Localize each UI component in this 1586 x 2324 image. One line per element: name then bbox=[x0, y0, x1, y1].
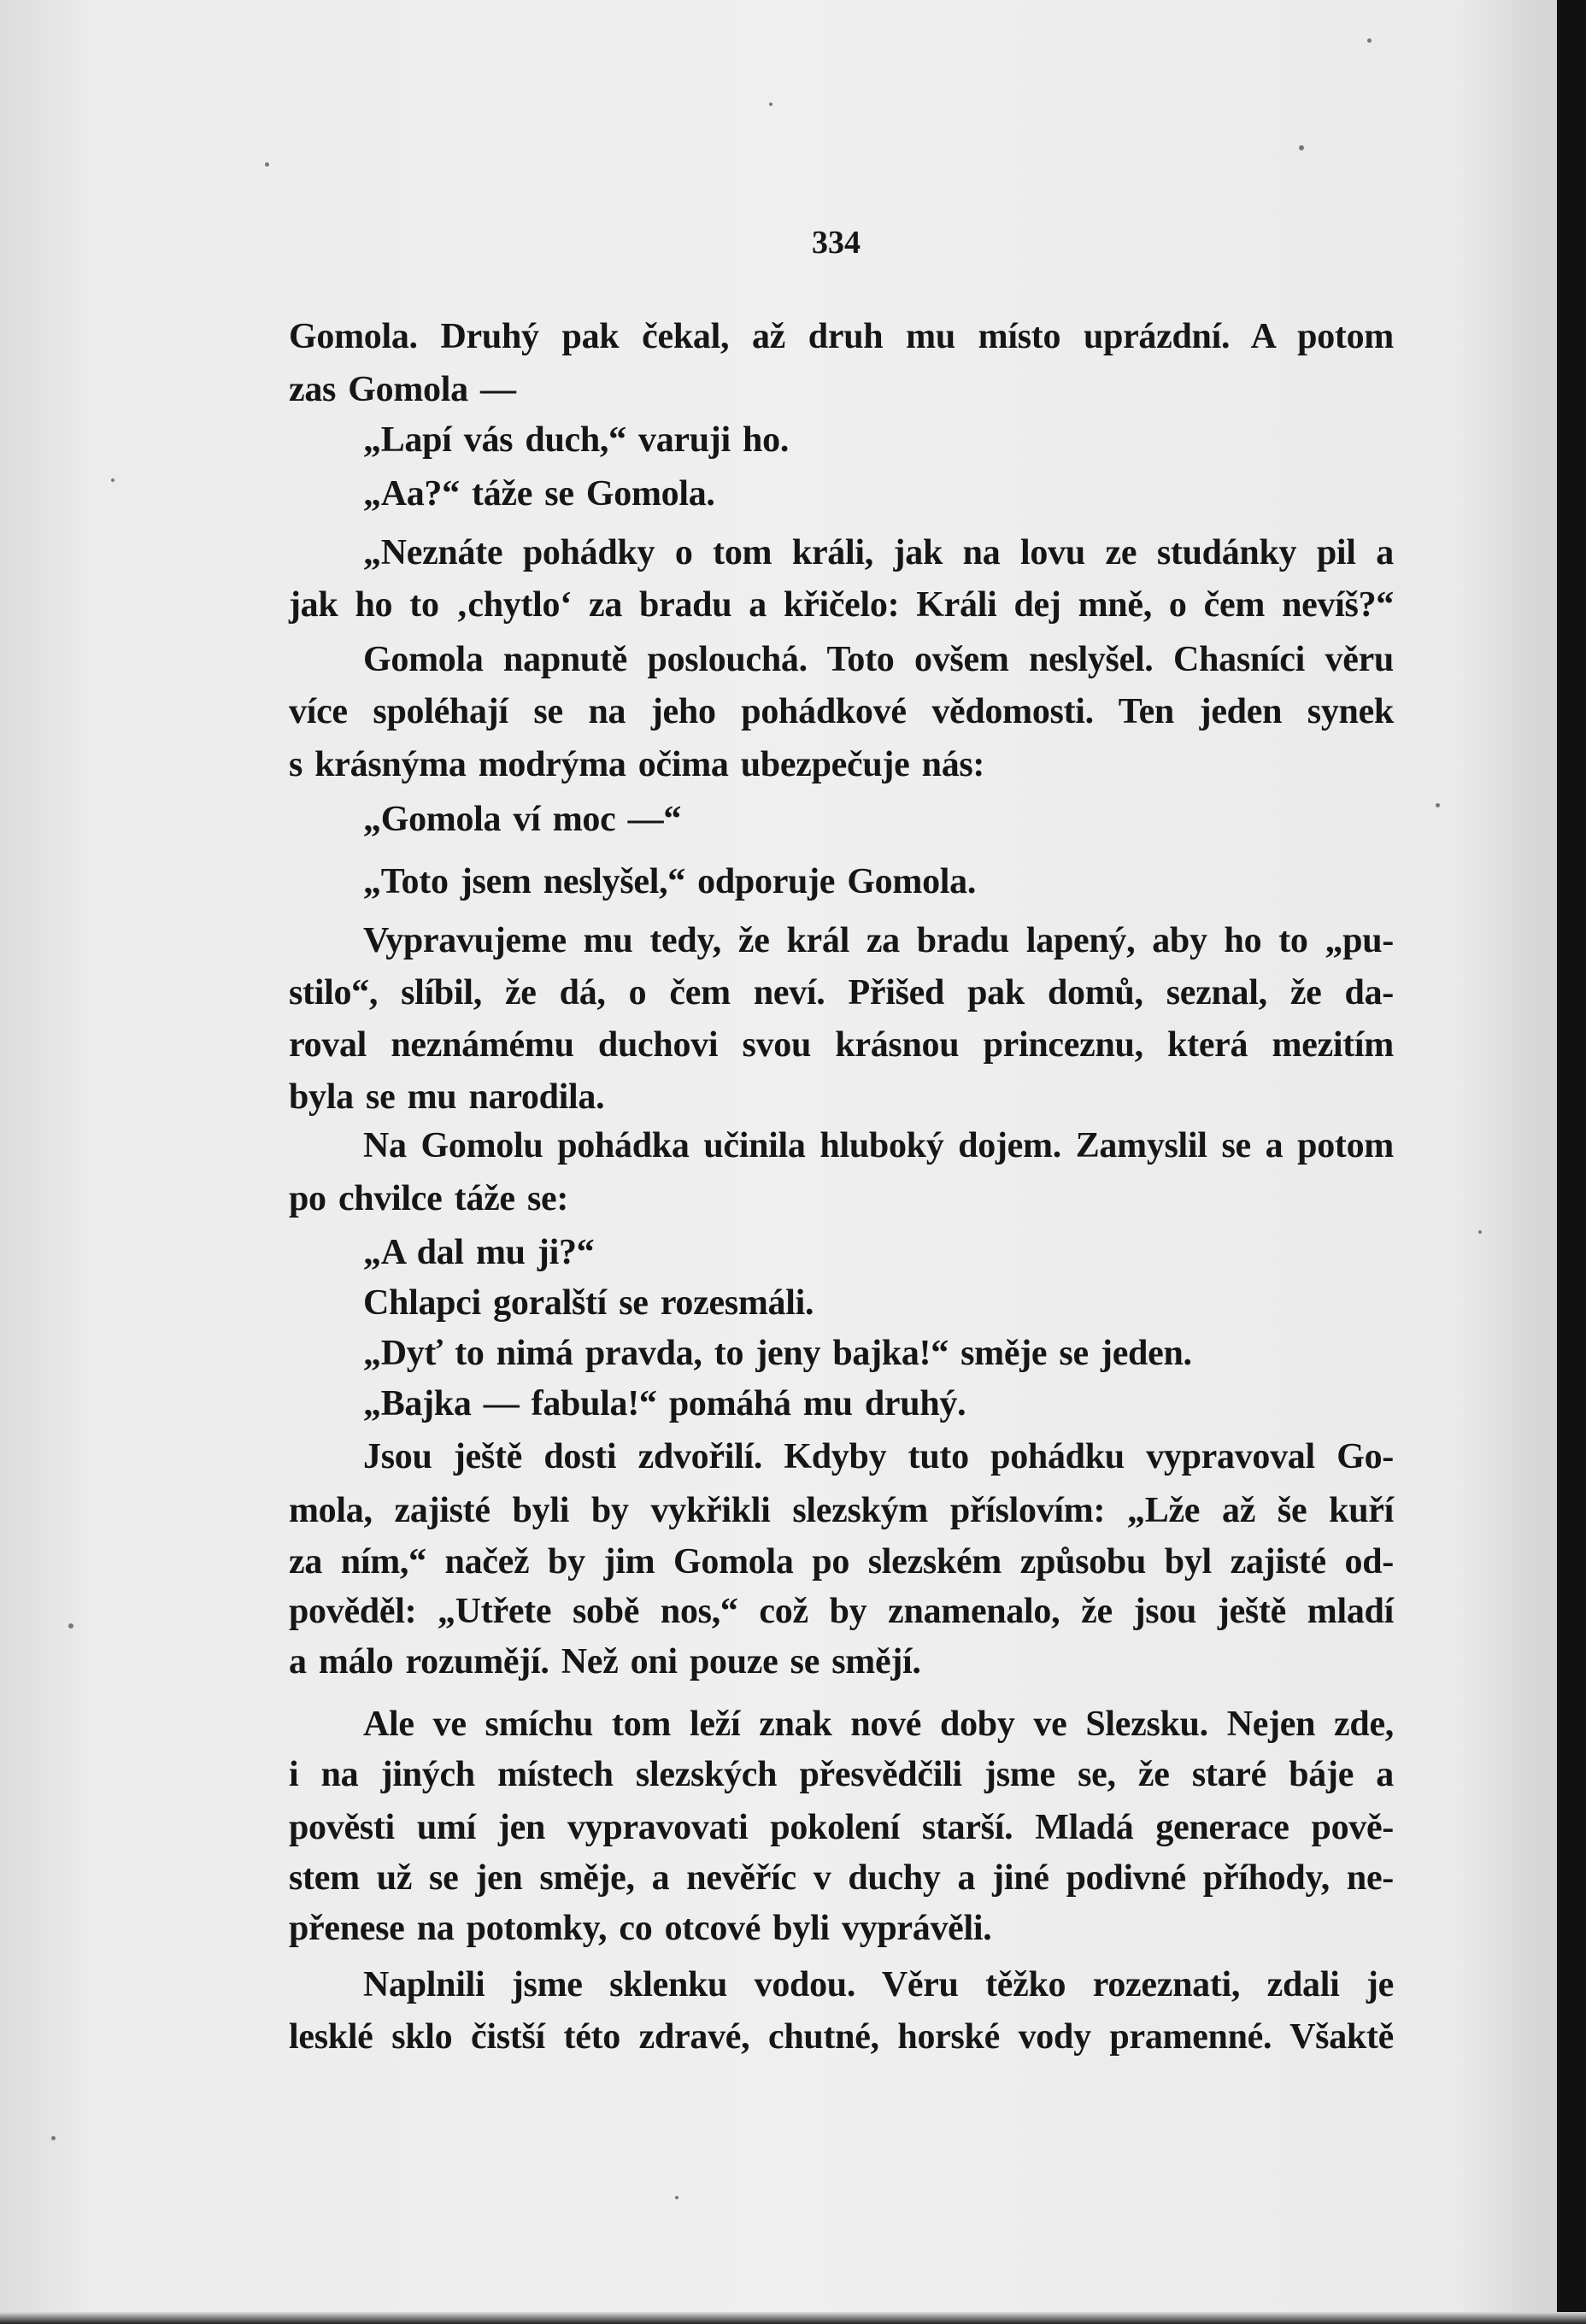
text-line: roval neznámému duchovi svou krásnou princeznu, která mezitím bbox=[289, 1025, 1394, 1065]
text-line: jak ho to ‚chytlo‘ za bradu a křičelo: Králi dej mně, o čem nevíš?“ bbox=[289, 585, 1394, 625]
text-line: „Neznáte pohádky o tom králi, jak na lovu ze studánky pil a bbox=[363, 533, 1394, 572]
text-line: Chlapci goralští se rozesmáli. bbox=[363, 1283, 814, 1323]
text-line: přenese na potomky, co otcové byli vyprávěli. bbox=[289, 1909, 992, 1948]
text-line: „Dyť to nimá pravda, to jeny bajka!“ směje se jeden. bbox=[363, 1334, 1192, 1373]
scan-speck bbox=[769, 103, 772, 106]
scan-speck bbox=[1299, 145, 1304, 150]
text-line: zas Gomola — bbox=[289, 370, 516, 409]
scan-speck bbox=[111, 478, 115, 482]
scan-speck bbox=[68, 1623, 73, 1629]
text-line: Vypravujeme mu tedy, že král za bradu lapený, aby ho to „pu- bbox=[363, 921, 1394, 960]
scan-speck bbox=[1367, 38, 1372, 43]
scan-edge-right bbox=[1557, 0, 1586, 2324]
scan-speck bbox=[265, 162, 269, 167]
text-line: „Toto jsem neslyšel,“ odporuje Gomola. bbox=[363, 862, 977, 901]
text-line: „Lapí vás duch,“ varuji ho. bbox=[363, 420, 790, 460]
text-line: za ním,“ načež by jim Gomola po slezském způsobu byl zajisté od- bbox=[289, 1542, 1394, 1582]
text-line: „Gomola ví moc —“ bbox=[363, 800, 682, 839]
text-line: Ale ve smíchu tom leží znak nové doby ve Slezsku. Nejen zde, bbox=[363, 1705, 1394, 1744]
text-line: s krásnýma modrýma očima ubezpečuje nás: bbox=[289, 745, 985, 784]
text-line: byla se mu narodila. bbox=[289, 1077, 605, 1117]
text-line: Na Gomolu pohádka učinila hluboký dojem. Zamyslil se a potom bbox=[363, 1126, 1394, 1165]
scan-speck bbox=[675, 2196, 678, 2199]
text-line: „Aa?“ táže se Gomola. bbox=[363, 474, 715, 514]
text-line: Gomola. Druhý pak čekal, až druh mu místo uprázdní. A potom bbox=[289, 317, 1394, 356]
scan-speck bbox=[1478, 1230, 1482, 1234]
scan-speck bbox=[1436, 803, 1440, 807]
text-line: Naplnili jsme sklenku vodou. Věru těžko rozeznati, zdali je bbox=[363, 1965, 1394, 2004]
page-number: 334 bbox=[812, 225, 861, 261]
text-line: „A dal mu ji?“ bbox=[363, 1233, 595, 1272]
scan-speck bbox=[51, 2136, 56, 2140]
text-line: Gomola napnutě poslouchá. Toto ovšem neslyšel. Chasníci věru bbox=[363, 640, 1394, 679]
text-line: pověsti umí jen vypravovati pokolení starší. Mladá generace pově- bbox=[289, 1808, 1394, 1847]
text-line: Jsou ještě dosti zdvořilí. Kdyby tuto pohádku vypravoval Go- bbox=[363, 1437, 1394, 1476]
text-line: a málo rozumějí. Než oni pouze se smějí. bbox=[289, 1642, 921, 1681]
text-line: pověděl: „Utřete sobě nos,“ což by znamenalo, že jsou ještě mladí bbox=[289, 1592, 1394, 1631]
text-line: i na jiných místech slezských přesvědčili jsme se, že staré báje a bbox=[289, 1755, 1394, 1794]
text-line: stem už se jen směje, a nevěříc v duchy a jiné podivné příhody, ne- bbox=[289, 1858, 1394, 1898]
text-line: mola, zajisté byli by vykřikli slezským příslovím: „Lže až še kuří bbox=[289, 1491, 1394, 1530]
text-line: po chvilce táže se: bbox=[289, 1179, 569, 1218]
scan-edge-bottom bbox=[0, 2312, 1586, 2324]
text-line: „Bajka — fabula!“ pomáhá mu druhý. bbox=[363, 1384, 966, 1423]
text-line: stilo“, slíbil, že dá, o čem neví. Přišed pak domů, seznal, že da- bbox=[289, 973, 1394, 1012]
text-line: více spoléhají se na jeho pohádkové vědomosti. Ten jeden synek bbox=[289, 692, 1394, 731]
text-line: lesklé sklo čistší této zdravé, chutné, horské vody pramenné. Všaktě bbox=[289, 2017, 1394, 2057]
